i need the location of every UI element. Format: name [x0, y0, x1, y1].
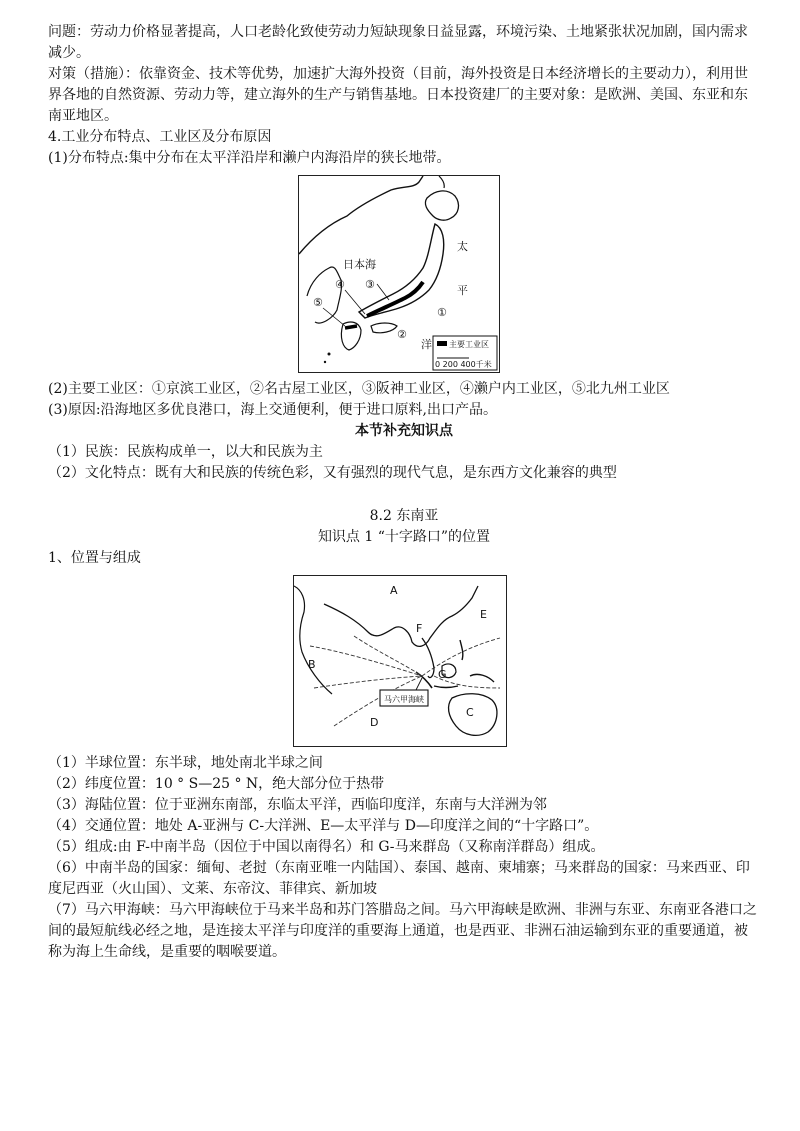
supplement-culture: （2）文化特点：既有大和民族的传统色彩，又有强烈的现代气息，是东西方文化兼容的典型: [48, 465, 617, 481]
legend-label: 主要工业区: [449, 340, 489, 349]
location-subheading: 1、位置与组成: [48, 550, 141, 566]
ocean-char-1: 太: [457, 240, 468, 253]
knowledge-point-title: 知识点 1 “十字路口”的位置: [317, 529, 491, 545]
japan-map-drawing: [299, 176, 499, 372]
malacca-strait-label: 马六甲海峡: [384, 695, 424, 704]
philippines: [460, 640, 463, 660]
malacca-strait: （7）马六甲海峡：马六甲海峡位于马来半岛和苏门答腊岛之间。马六甲海峡是欧洲、非洲与东亚、东南亚各港口之间的最短航线必经之地，是连接太平洋与印度洋的重要海上通道，也是西亚、非洲石油运输到东亚的重要通道，被称为海上生命线，是重要的咽喉要道。: [48, 902, 757, 960]
label-g: G: [438, 668, 447, 681]
distribution-feature: (1)分布特点:集中分布在太平洋沿岸和濑户内海沿岸的狭长地带。: [48, 150, 451, 166]
composition: （5）组成:由 F-中南半岛（因位于中国以南得名）和 G-马来群岛（又称南洋群岛）组成。: [48, 839, 605, 855]
marker-5: ⑤: [313, 296, 323, 309]
measures-paragraph: 对策（措施）：依靠资金、技术等优势，加速扩大海外投资（目前，海外投资是日本经济增长的主要动力），利用世界各地的自然资源、劳动力等，建立海外的生产与销售基地。日本投资建厂的主要对象：是欧洲、美国、东亚和东南亚地区。: [48, 66, 748, 124]
problem-paragraph: 问题：劳动力价格显著提高，人口老龄化致使劳动力短缺现象日益显露，环境污染、土地紧张状况加剧，国内需求减少。: [48, 24, 748, 61]
marker-2: ②: [397, 328, 407, 341]
ocean-char-3: 洋: [421, 338, 432, 351]
sakhalin: [439, 176, 444, 188]
land-sea-position: （3）海陆位置：位于亚洲东南部，东临太平洋，西临印度洋，东南与大洋洲为邻: [48, 797, 547, 813]
asia-coast: [324, 586, 478, 646]
countries: （6）中南半岛的国家：缅甸、老挝（东南亚唯一内陆国）、泰国、越南、柬埔寨；马来群岛的国家：马来西亚、印度尼西亚（火山国）、文莱、东帝汶、菲律宾、新加坡: [48, 860, 750, 897]
hemisphere-position: （1）半球位置：东半球，地处南北半球之间: [48, 755, 323, 771]
shikoku: [371, 323, 397, 333]
marker-4: ④: [335, 278, 345, 291]
label-a: A: [390, 584, 398, 597]
industry-heading: 4.工业分布特点、工业区及分布原因: [48, 129, 272, 145]
traffic-position: （4）交通位置：地处 A-亚洲与 C-大洋洲、E—太平洋与 D—印度洋之间的“十字路口”。: [48, 818, 599, 834]
africa-coast: [294, 586, 332, 694]
industrial-zones-list: (2)主要工业区：①京滨工业区，②名古屋工业区，③阪神工业区，④濑户内工业区，⑤北九州工业区: [48, 381, 670, 397]
document-page: [48, 22, 760, 963]
java: [434, 686, 458, 688]
marker-3: ③: [365, 278, 375, 291]
mainland-coast: [299, 176, 423, 254]
route-1: [310, 646, 422, 676]
distribution-reason: (3)原因:沿海地区多优良港口，海上交通便利，便于进口原料,出口产品。: [48, 402, 497, 418]
korea-peninsula: [307, 267, 342, 323]
label-e: E: [480, 608, 487, 621]
hokkaido: [425, 191, 458, 220]
label-c: C: [466, 706, 474, 719]
kyushu-belt: [345, 326, 357, 328]
label-b: B: [308, 658, 316, 671]
new-guinea: [470, 674, 494, 682]
japan-industry-map: [298, 175, 500, 373]
latitude-position: （2）纬度位置：10 ° S—25 ° N，绝大部分位于热带: [48, 776, 385, 792]
label-d: D: [370, 716, 379, 729]
sea-of-japan-label: 日本海: [343, 258, 376, 271]
sea-map-drawing: [294, 576, 506, 746]
honshu: [359, 224, 444, 318]
southeast-asia-map: [293, 575, 507, 747]
route-2: [314, 676, 422, 688]
label-f: F: [416, 622, 423, 635]
supplement-ethnicity: （1）民族：民族构成单一，以大和民族为主: [48, 444, 323, 460]
section-title: 8.2 东南亚: [369, 508, 439, 524]
supplement-title: 本节补充知识点: [355, 423, 453, 439]
legend-swatch: [437, 341, 447, 346]
marker-1: ①: [437, 306, 447, 319]
ocean-char-2: 平: [457, 284, 468, 297]
scale-label: 0 200 400千米: [435, 360, 492, 369]
